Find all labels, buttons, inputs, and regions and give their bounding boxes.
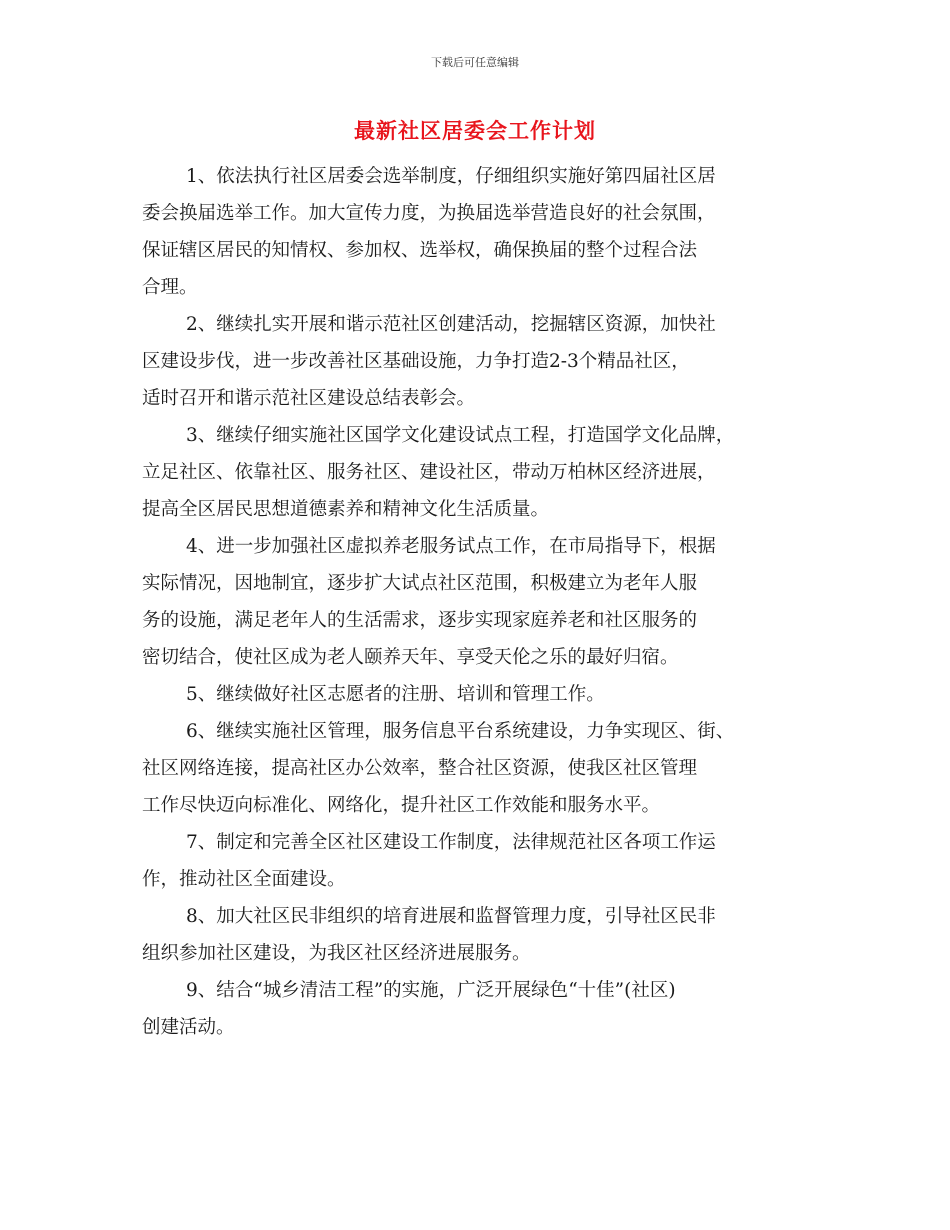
paragraph-line: 6、继续实施社区管理，服务信息平台系统建设，力争实现区、街、 bbox=[186, 721, 735, 742]
paragraph-9 bbox=[142, 972, 832, 1046]
paragraph-5 bbox=[142, 676, 832, 713]
page-header-note: 下载后可任意编辑 bbox=[431, 56, 519, 69]
paragraph-line: 8、加大社区民非组织的培育进展和监督管理力度，引导社区民非 bbox=[186, 906, 716, 927]
paragraph-line: 7、制定和完善全区社区建设工作制度，法律规范社区各项工作运 bbox=[186, 832, 716, 853]
paragraph-line: 工作尽快迈向标准化、网络化，提升社区工作效能和服务水平。 bbox=[142, 795, 661, 816]
paragraph-line: 保证辖区居民的知情权、参加权、选举权，确保换届的整个过程合法 bbox=[142, 240, 698, 261]
paragraph-line: 立足社区、依靠社区、服务社区、建设社区，带动万柏林区经济进展， bbox=[142, 462, 716, 483]
paragraph-line: 区建设步伐，进一步改善社区基础设施，力争打造2-3个精品社区， bbox=[142, 351, 690, 372]
paragraph-3 bbox=[142, 417, 832, 528]
paragraph-6 bbox=[142, 713, 832, 824]
paragraph-line: 提高全区居民思想道德素养和精神文化生活质量。 bbox=[142, 499, 550, 520]
paragraph-line: 密切结合，使社区成为老人颐养天年、享受天伦之乐的最好归宿。 bbox=[142, 647, 679, 668]
paragraph-line: 创建活动。 bbox=[142, 1017, 235, 1038]
paragraph-line: 5、继续做好社区志愿者的注册、培训和管理工作。 bbox=[186, 684, 605, 705]
paragraph-line: 作，推动社区全面建设。 bbox=[142, 869, 346, 890]
paragraph-line: 务的设施，满足老年人的生活需求，逐步实现家庭养老和社区服务的 bbox=[142, 610, 698, 631]
paragraph-line: 组织参加社区建设，为我区社区经济进展服务。 bbox=[142, 943, 531, 964]
paragraph-line: 委会换届选举工作。加大宣传力度，为换届选举营造良好的社会氛围， bbox=[142, 203, 716, 224]
paragraph-line: 适时召开和谐示范社区建设总结表彰会。 bbox=[142, 388, 476, 409]
paragraph-1 bbox=[142, 158, 832, 306]
paragraph-line: 合理。 bbox=[142, 277, 198, 298]
paragraph-2 bbox=[142, 306, 832, 417]
paragraph-line: 社区网络连接，提高社区办公效率，整合社区资源，使我区社区管理 bbox=[142, 758, 698, 779]
paragraph-line: 3、继续仔细实施社区国学文化建设试点工程，打造国学文化品牌， bbox=[186, 425, 735, 446]
paragraph-8 bbox=[142, 898, 832, 972]
paragraph-line: 2、继续扎实开展和谐示范社区创建活动，挖掘辖区资源，加快社 bbox=[186, 314, 716, 335]
paragraph-line: 4、进一步加强社区虚拟养老服务试点工作，在市局指导下，根据 bbox=[186, 536, 716, 557]
paragraph-line: 1、依法执行社区居委会选举制度，仔细组织实施好第四届社区居 bbox=[186, 166, 716, 187]
document-body bbox=[142, 158, 832, 1046]
paragraph-line: 9、结合“城乡清洁工程”的实施，广泛开展绿色“十佳”(社区) bbox=[186, 980, 676, 1001]
paragraph-4 bbox=[142, 528, 832, 676]
paragraph-line: 实际情况，因地制宜，逐步扩大试点社区范围，积极建立为老年人服 bbox=[142, 573, 698, 594]
document-title: 最新社区居委会工作计划 bbox=[354, 118, 596, 143]
paragraph-7 bbox=[142, 824, 832, 898]
